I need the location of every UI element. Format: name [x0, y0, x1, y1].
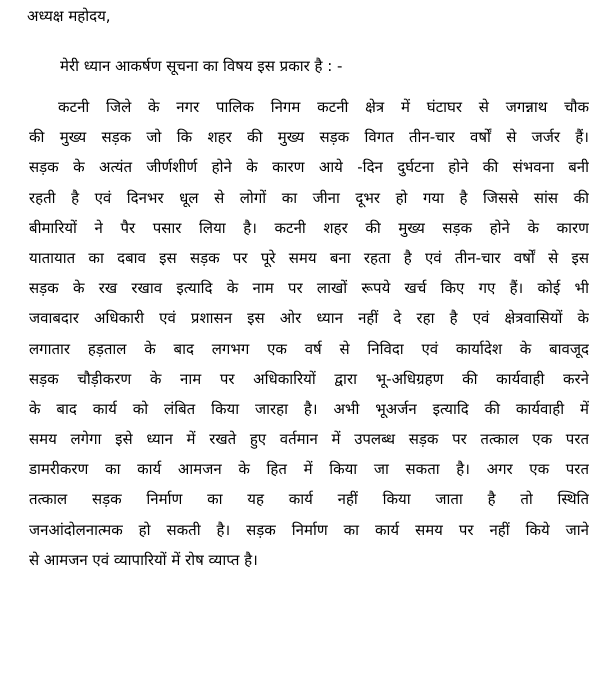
body-line: सड़क के अत्यंत जीर्णशीर्ण होने के कारण आये -दिन दुर्घटना होने की संभवना बनी: [29, 158, 589, 177]
body-line: समय लगेगा इसे ध्यान में रखते हुए वर्तमान में उपलब्ध सड़क पर तत्काल एक परत: [29, 430, 589, 449]
body-line: की मुख्य सड़क जो कि शहर की मुख्य सड़क विगत तीन-चार वर्षों से जर्जर हैं।: [29, 128, 589, 147]
body-line: जवाबदार अधिकारी एवं प्रशासन इस ओर ध्यान नहीं दे रहा है एवं क्षेत्रवासियों के: [29, 309, 589, 328]
body-paragraph: [29, 92, 589, 575]
body-line: यातायात का दबाव इस सड़क पर पूरे समय बना रहता है एवं तीन-चार वर्षों से इस: [29, 248, 589, 267]
body-line: रहती है एवं दिनभर धूल से लोगों का जीना दूभर हो गया है जिससे सांस की: [29, 188, 589, 207]
body-line: सड़क चौड़ीकरण के नाम पर अधिकारियों द्वारा भू-अधिग्रहण की कार्यवाही करने: [29, 369, 589, 388]
body-line: डामरीकरण का कार्य आमजन के हित में किया जा सकता है। अगर एक परत: [29, 460, 589, 479]
salutation: अध्यक्ष महोदय,: [27, 7, 111, 25]
body-line: सड़क के रख रखाव इत्यादि के नाम पर लाखों रूपये खर्च किए गए हैं। कोई भी: [29, 279, 589, 298]
body-line: तत्काल सड़क निर्माण का यह कार्य नहीं किया जाता है तो स्थिति: [29, 490, 589, 509]
body-line: लगातार हड़ताल के बाद लगभग एक वर्ष से निविदा एवं कार्यादेश के बावजूद: [29, 339, 589, 358]
body-line: बीमारियों ने पैर पसार लिया है। कटनी शहर की मुख्य सड़क होने के कारण: [29, 218, 589, 237]
subject-line: मेरी ध्यान आकर्षण सूचना का विषय इस प्रकार है : -: [60, 57, 343, 75]
body-line: से आमजन एवं व्यापारियों में रोष व्याप्त है।: [29, 550, 258, 569]
body-line: के बाद कार्य को लंबित किया जारहा है। अभी भूअर्जन इत्यादि की कार्यवाही में: [29, 399, 589, 418]
body-line: कटनी जिले के नगर पालिक निगम कटनी क्षेत्र में घंटाघर से जगन्नाथ चौक: [58, 98, 589, 116]
body-line: जनआंदोलनात्मक हो सकती है। सड़क निर्माण का कार्य समय पर नहीं किये जाने: [29, 520, 589, 539]
